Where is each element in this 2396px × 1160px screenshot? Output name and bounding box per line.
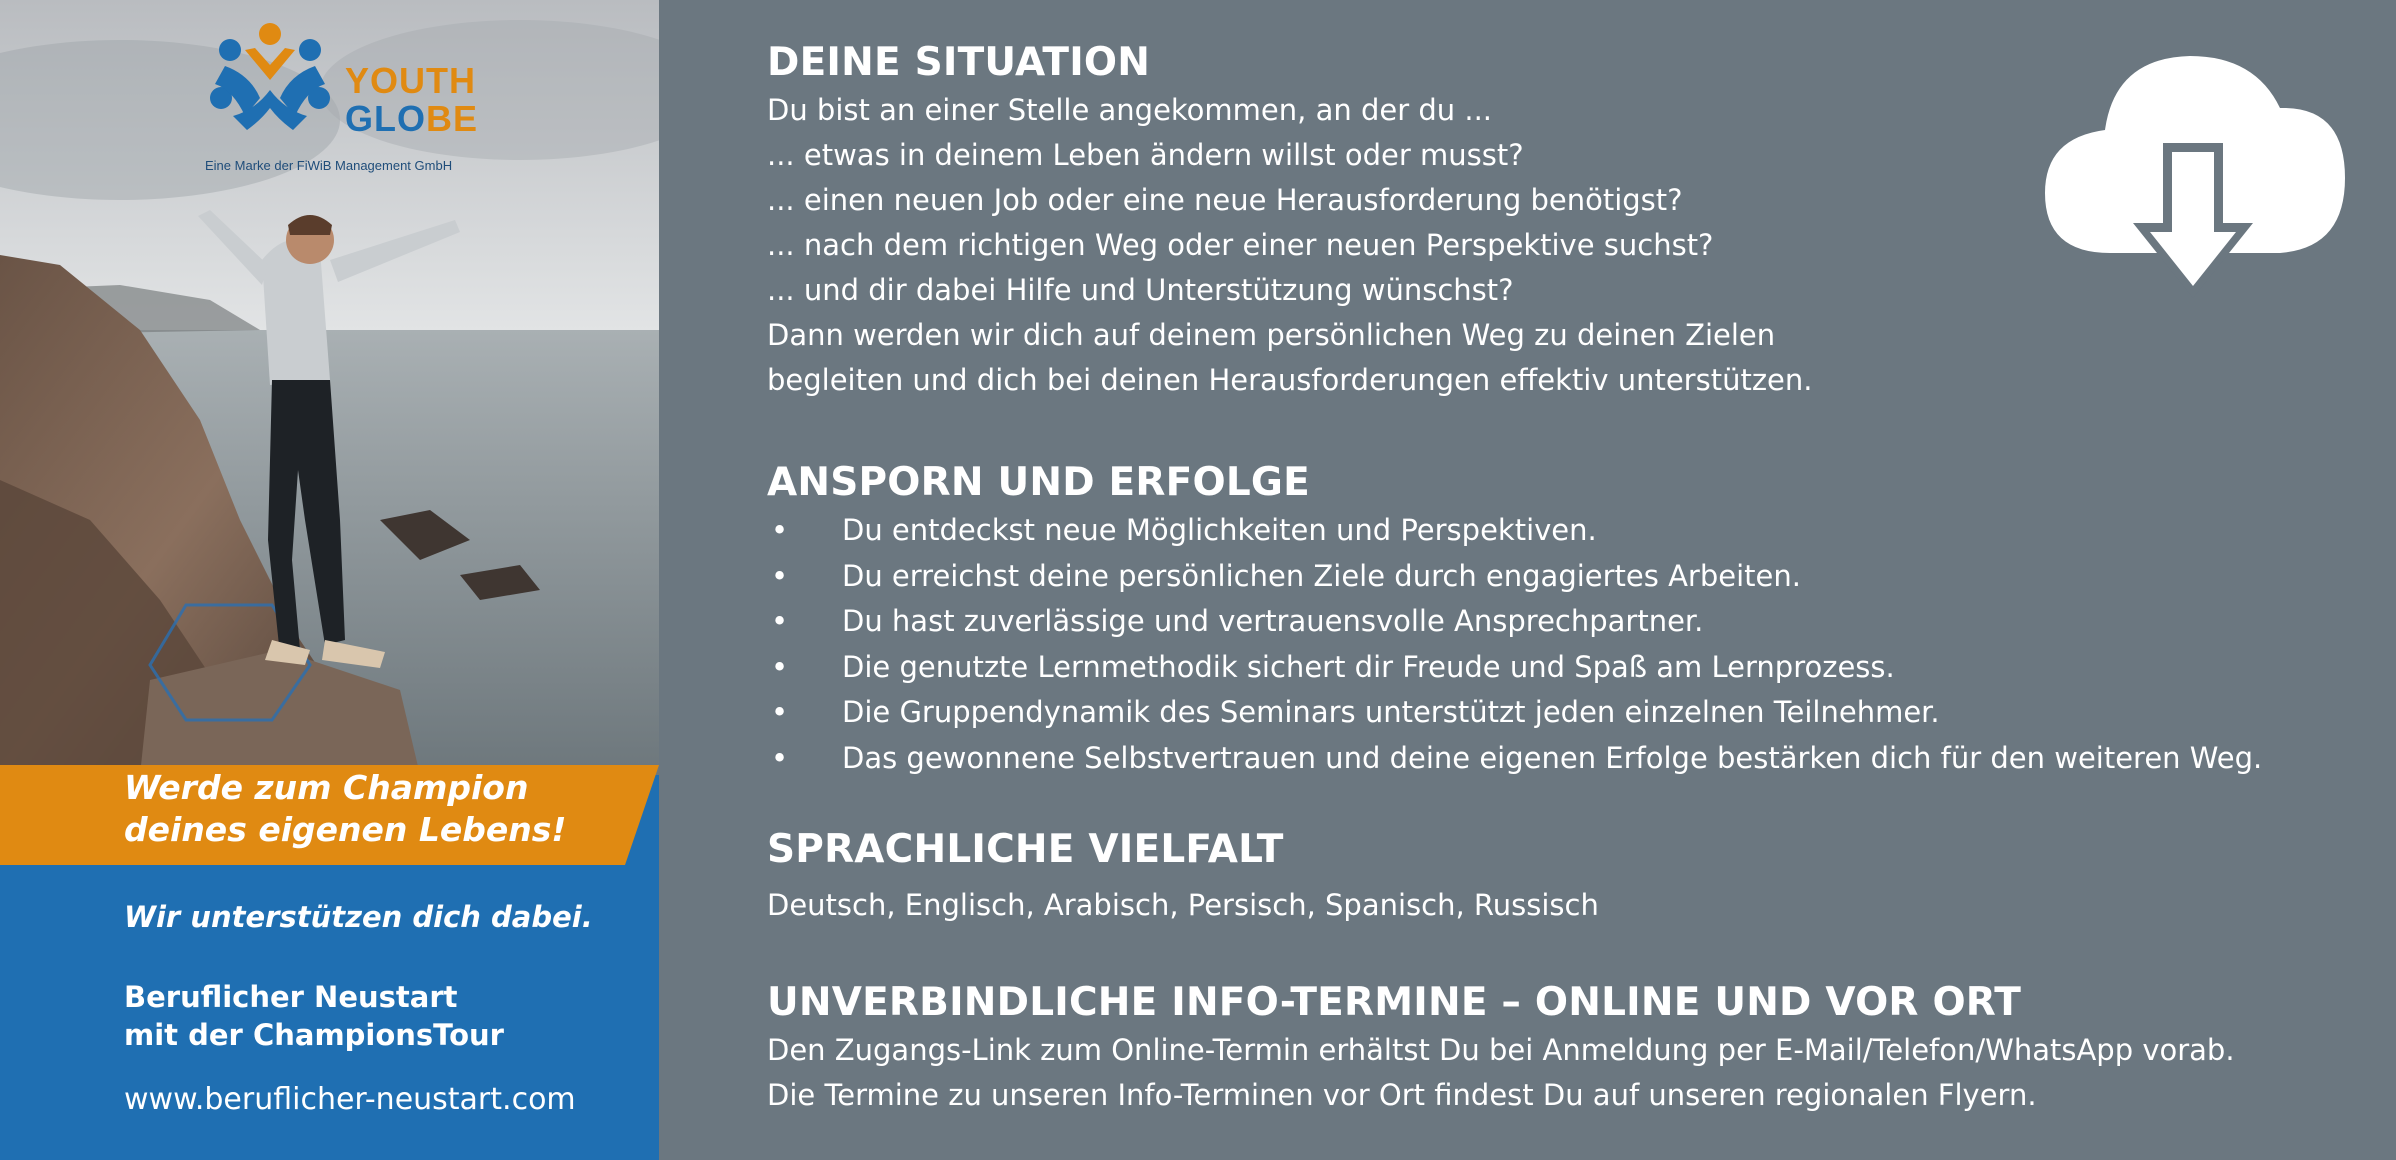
- section-situation: [767, 38, 1813, 403]
- list-item: [767, 508, 2262, 554]
- bullet-icon: •: [771, 695, 789, 729]
- situation-line: ... nach dem richtigen Weg oder einer neuen Perspektive suchst?: [767, 228, 1714, 262]
- sprachen-heading: SPRACHLICHE VIELFALT: [767, 827, 1284, 872]
- situation-line: Du bist an einer Stelle angekommen, an der du ...: [767, 93, 1492, 127]
- sprachen-text: Deutsch, Englisch, Arabisch, Persisch, Spanisch, Russisch: [767, 888, 1599, 922]
- logo-line-globe: GLOBE: [345, 98, 479, 139]
- list-item: [767, 554, 2262, 600]
- youth-globe-logo-icon: [205, 20, 335, 150]
- brand-logo: [205, 20, 505, 180]
- bullet-icon: •: [771, 558, 789, 593]
- situation-line: Dann werden wir dich auf deinem persönlichen Weg zu deinen Zielen: [767, 318, 1776, 352]
- list-item-text: Du erreichst deine persönlichen Ziele durch engagiertes Arbeiten.: [842, 558, 1801, 593]
- section-sprachen: [767, 825, 1599, 928]
- list-item: [767, 599, 2262, 645]
- info-line: Die Termine zu unseren Info-Terminen vor Ort findest Du auf unseren regionalen Flyern.: [767, 1078, 2037, 1112]
- situation-heading: DEINE SITUATION: [767, 40, 1151, 85]
- situation-line: ... etwas in deinem Leben ändern willst oder musst?: [767, 138, 1524, 172]
- list-item-text: Du hast zuverlässige und vertrauensvolle Ansprechpartner.: [842, 604, 1704, 638]
- list-item-text: Die Gruppendynamik des Seminars unterstützt jeden einzelnen Teilnehmer.: [842, 695, 1940, 729]
- neustart-line-1: Beruflicher Neustart: [124, 980, 458, 1014]
- cloud-download-icon[interactable]: [2040, 38, 2350, 308]
- website-link[interactable]: www.beruflicher-neustart.com: [124, 1082, 576, 1117]
- neustart-line-2: mit der ChampionsTour: [124, 1018, 504, 1052]
- logo-tagline: Eine Marke der FiWiB Management GmbH: [205, 158, 453, 173]
- ansporn-heading: ANSPORN UND ERFOLGE: [767, 460, 1310, 505]
- support-text: Wir unterstützen dich dabei.: [124, 900, 593, 934]
- section-info-termine: [767, 978, 2235, 1118]
- info-line: Den Zugangs-Link zum Online-Termin erhältst Du bei Anmeldung per E-Mail/Telefon/WhatsApp vorab.: [767, 1033, 2235, 1067]
- ansporn-list: [767, 508, 2262, 781]
- bullet-icon: •: [771, 513, 789, 547]
- section-ansporn: [767, 458, 2262, 781]
- neustart-title: [124, 978, 504, 1054]
- bullet-icon: •: [771, 649, 789, 684]
- list-item-text: Das gewonnene Selbstvertrauen und deine eigenen Erfolge bestärken dich für den weiteren Weg.: [842, 740, 2263, 775]
- situation-line: ... und dir dabei Hilfe und Unterstützung wünschst?: [767, 273, 1514, 307]
- list-item-text: Du entdeckst neue Möglichkeiten und Perspektiven.: [842, 513, 1597, 547]
- slogan-line-2: deines eigenen Lebens!: [124, 810, 567, 849]
- list-item: [767, 690, 2262, 736]
- flyer-panel: [0, 0, 659, 1160]
- situation-line: begleiten und dich bei deinen Herausforderungen effektiv unterstützen.: [767, 363, 1813, 397]
- logo-line-youth: YOUTH: [345, 60, 476, 101]
- logo-wordmark: [345, 62, 478, 138]
- situation-line: ... einen neuen Job oder eine neue Herausforderung benötigst?: [767, 183, 1683, 217]
- list-item: [767, 736, 2262, 782]
- slogan-line-1: Werde zum Champion: [124, 768, 529, 807]
- champion-slogan: [124, 767, 644, 851]
- list-item-text: Die genutzte Lernmethodik sichert dir Freude und Spaß am Lernprozess.: [842, 649, 1895, 684]
- list-item: [767, 645, 2262, 691]
- bullet-icon: •: [771, 604, 789, 638]
- bullet-icon: •: [771, 740, 789, 775]
- info-heading: UNVERBINDLICHE INFO-TERMINE – ONLINE UND VOR ORT: [767, 980, 2022, 1025]
